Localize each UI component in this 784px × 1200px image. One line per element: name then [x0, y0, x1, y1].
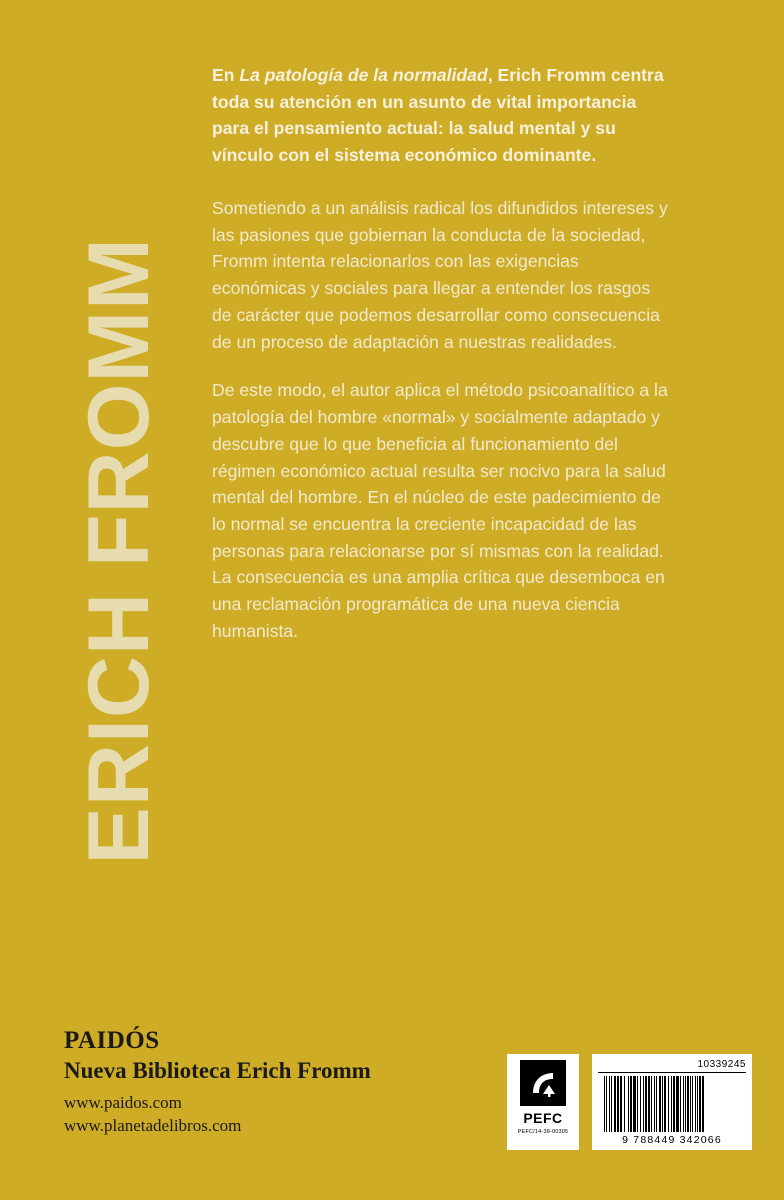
publisher-block: [64, 1027, 371, 1138]
blurb-paragraph-3: De este modo, el autor aplica el método psicoanalítico a la patología del hombre «normal» y socialmente adaptado y descubre que lo que beneficia al funcionamiento del régimen económico actual resulta ser nocivo para la salud mental del hombre. En el núcleo de este padecimiento de lo normal se encuentra la creciente incapacidad de las personas para relacionarse por sí mismas con la realidad. La consecuencia es una amplia crítica que desemboca en una reclamación programática de una nueva ciencia humanista.: [212, 380, 668, 641]
barcode-bars: [598, 1076, 746, 1132]
author-name-vertical: [40, 40, 200, 980]
publisher-url-primary: www.paidos.com: [64, 1093, 182, 1113]
back-cover-blurb: [212, 62, 672, 667]
pefc-tree-icon: [520, 1060, 566, 1106]
isbn-digits: 9 788449 342066: [622, 1134, 722, 1146]
barcode-block: [592, 1054, 752, 1150]
blurb-paragraph-1: [212, 62, 672, 169]
blurb-lead-rest: , Erich Fromm centra toda su atención en un asunto de vital importancia para el pensamiento actual: la salud mental y su vínculo con el sistema económico dominante.: [212, 65, 664, 166]
publisher-imprint: PAIDÓS: [64, 1027, 160, 1055]
pefc-code: PEFC/14-38-00305: [517, 1129, 569, 1135]
internal-code: 10339245: [598, 1059, 746, 1073]
pefc-wordmark: PEFC: [523, 1110, 563, 1126]
blurb-paragraph-2: Sometiendo a un análisis radical los difundidos intereses y las pasiones que gobiernan la conducta de la sociedad, Fromm intenta relacionarlos con las exigencias económicas y sociales para llegar a entender los rasgos de carácter que podemos desarrollar como consecuencia de un proceso de adaptación a nuestras realidades.: [212, 197, 668, 352]
pefc-certification-logo: [507, 1054, 579, 1150]
blurb-lead-prefix: En: [212, 65, 240, 85]
book-title-italic: La patología de la normalidad: [239, 65, 488, 85]
publisher-collection: Nueva Biblioteca Erich Fromm: [64, 1057, 371, 1083]
author-name-text: ERICH FROMM: [71, 237, 168, 865]
publisher-url-secondary: www.planetadelibros.com: [64, 1116, 242, 1136]
